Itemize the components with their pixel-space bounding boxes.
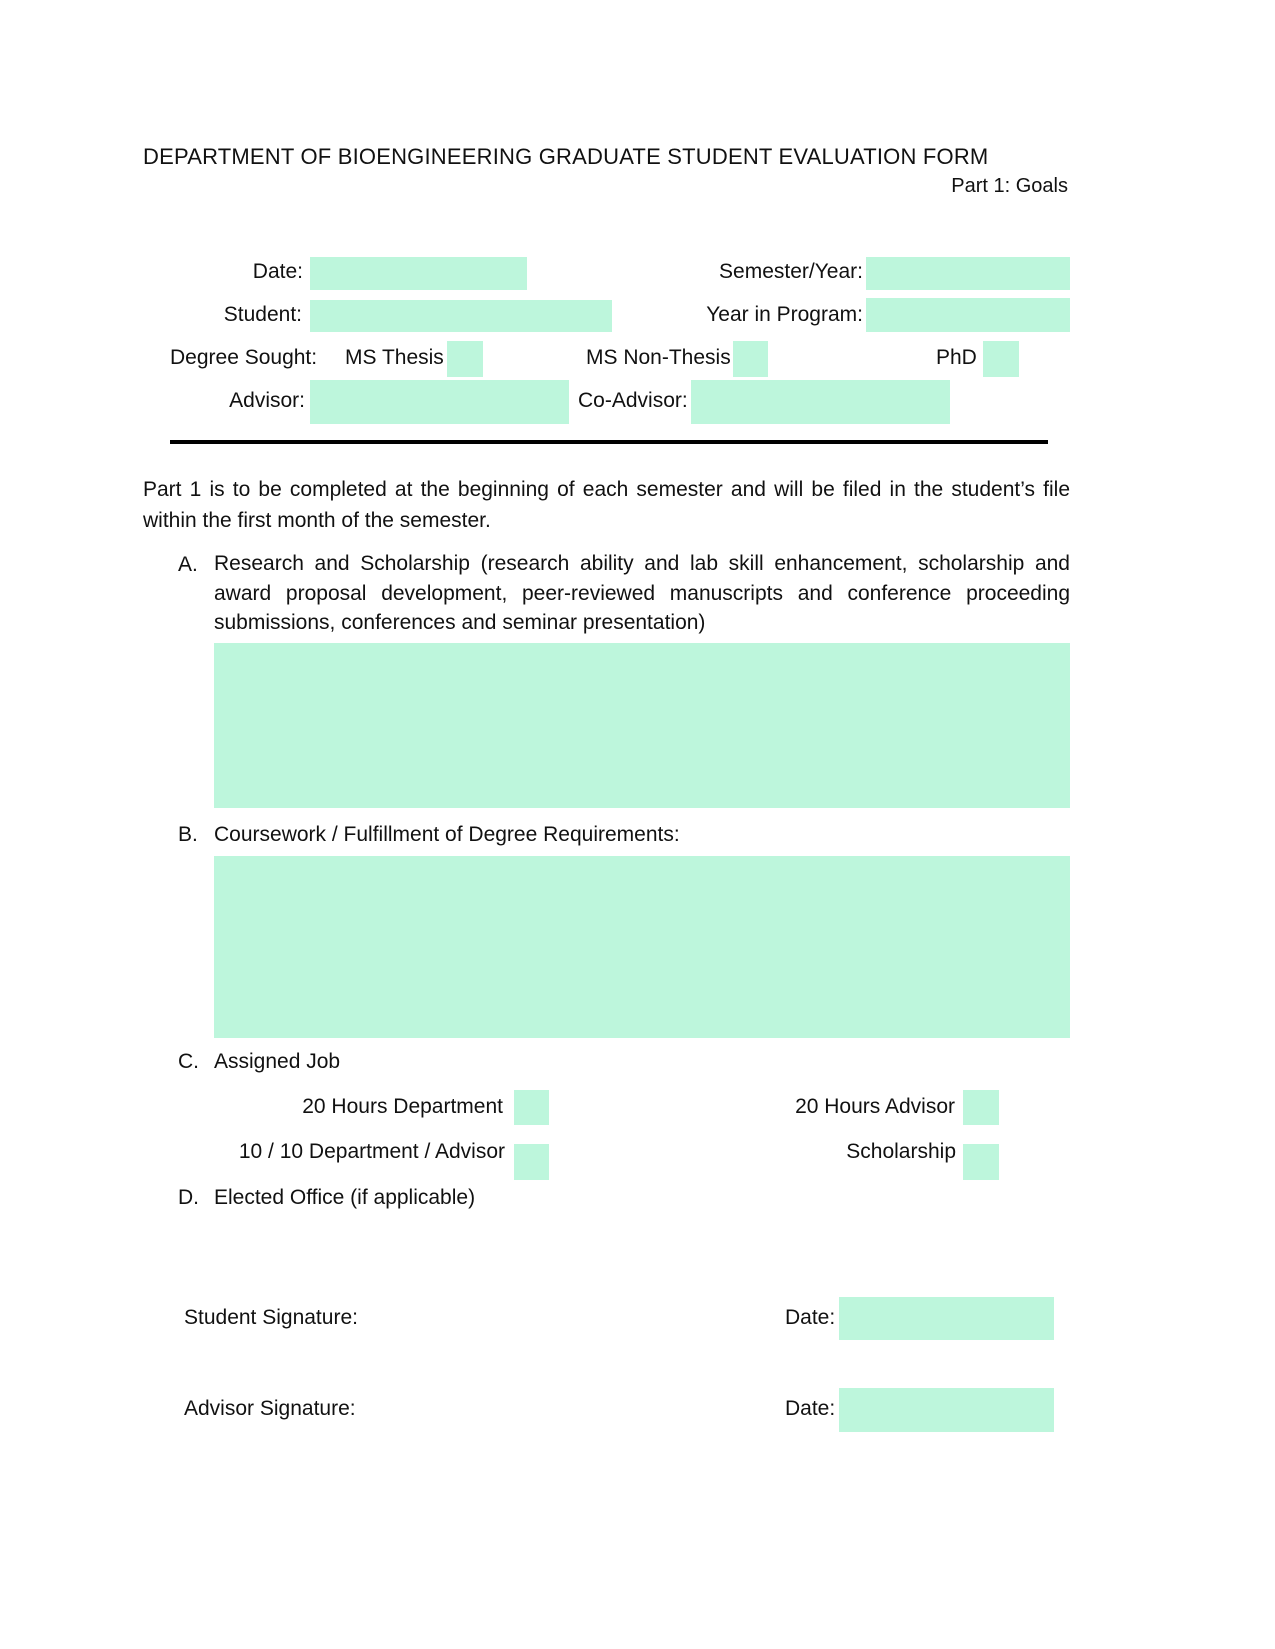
- advisor-date-field[interactable]: [839, 1388, 1054, 1432]
- ms-nonthesis-checkbox[interactable]: [733, 341, 768, 377]
- section-d-letter: D.: [178, 1186, 199, 1209]
- phd-checkbox[interactable]: [983, 341, 1019, 377]
- ms-thesis-label: MS Thesis: [345, 346, 444, 369]
- student-date-label: Date:: [785, 1306, 836, 1329]
- job-10-10-checkbox[interactable]: [514, 1144, 549, 1180]
- divider-line: [170, 440, 1048, 444]
- section-b-letter: B.: [178, 823, 198, 846]
- semester-year-field[interactable]: [866, 257, 1070, 290]
- job-20-department-label: 20 Hours Department: [302, 1095, 503, 1118]
- phd-label: PhD: [936, 346, 977, 369]
- intro-paragraph: Part 1 is to be completed at the beginning of each semester and will be filed in the student’s file within the first month of the semester.: [143, 478, 1070, 532]
- section-d-text: Elected Office (if applicable): [214, 1186, 476, 1209]
- section-c-letter: C.: [178, 1050, 199, 1073]
- form-title: DEPARTMENT OF BIOENGINEERING GRADUATE STUDENT EVALUATION FORM: [143, 144, 989, 169]
- student-label: Student:: [223, 303, 302, 326]
- ms-nonthesis-label: MS Non-Thesis: [586, 346, 731, 369]
- job-20-advisor-checkbox[interactable]: [963, 1090, 999, 1125]
- form-subtitle: Part 1: Goals: [951, 175, 1068, 197]
- ms-thesis-checkbox[interactable]: [447, 341, 483, 377]
- student-field[interactable]: [310, 300, 612, 332]
- research-scholarship-field[interactable]: [214, 643, 1070, 808]
- advisor-field[interactable]: [310, 380, 569, 424]
- advisor-date-label: Date:: [785, 1397, 836, 1420]
- semester-year-label: Semester/Year:: [719, 260, 863, 283]
- section-c-text: Assigned Job: [214, 1050, 341, 1073]
- section-a-text: Research and Scholarship (research ability and lab skill enhancement, scholarship and award proposal development, peer-reviewed manuscripts and conference proceeding submissions, conferences and seminar presentation): [214, 552, 1070, 634]
- job-scholarship-checkbox[interactable]: [963, 1144, 999, 1180]
- co-advisor-field[interactable]: [691, 380, 950, 424]
- job-20-advisor-label: 20 Hours Advisor: [795, 1095, 955, 1118]
- job-scholarship-label: Scholarship: [846, 1140, 956, 1163]
- job-20-department-checkbox[interactable]: [514, 1090, 549, 1125]
- date-field[interactable]: [310, 257, 527, 290]
- advisor-signature-label: Advisor Signature:: [184, 1397, 356, 1420]
- student-signature-label: Student Signature:: [184, 1306, 358, 1329]
- student-date-field[interactable]: [839, 1297, 1054, 1340]
- job-10-10-label: 10 / 10 Department / Advisor: [238, 1140, 505, 1163]
- year-in-program-field[interactable]: [866, 298, 1070, 332]
- co-advisor-label: Co-Advisor:: [578, 389, 688, 412]
- section-b-text: Coursework / Fulfillment of Degree Requirements:: [214, 823, 680, 846]
- advisor-label: Advisor:: [229, 389, 305, 412]
- coursework-field[interactable]: [214, 856, 1070, 1038]
- date-label: Date:: [252, 260, 303, 283]
- section-a-letter: A.: [178, 553, 198, 576]
- degree-sought-label: Degree Sought:: [170, 346, 318, 369]
- year-in-program-label: Year in Program:: [706, 303, 863, 326]
